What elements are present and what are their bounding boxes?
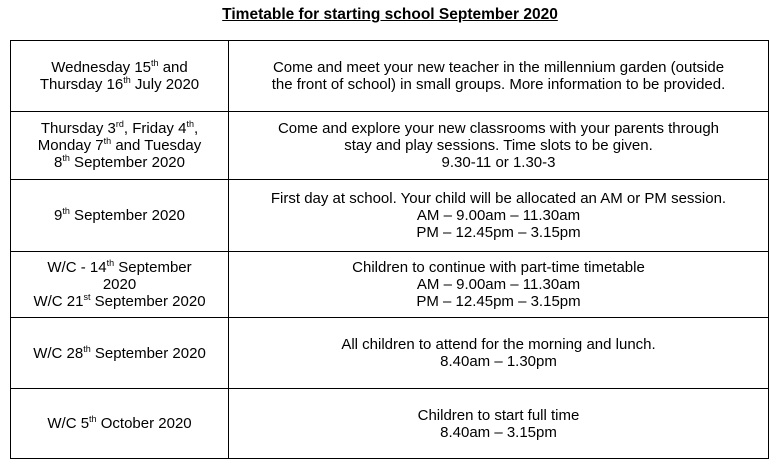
date-line: Thursday 3rd, Friday 4th, [40,119,199,137]
description-cell [229,318,769,389]
description-cell [229,41,769,112]
timetable-table [10,40,769,459]
date-line: Monday 7th and Tuesday [37,136,202,154]
description-line: 8.40am – 1.30pm [440,353,557,370]
date-line: W/C - 14th September [47,258,192,276]
table-row [11,318,769,389]
description-line: Children to start full time [417,406,580,424]
description-cell [229,252,769,318]
description-line: the front of school) in small groups. More information to be provided. [271,76,726,93]
table-row [11,389,769,459]
table-row [11,180,769,252]
description-line: stay and play sessions. Time slots to be given. [344,137,653,154]
date-line: W/C 28th September 2020 [33,343,206,362]
date-cell [11,41,229,112]
description-line: 9.30-11 or 1.30-3 [441,154,556,171]
description-line: AM – 9.00am – 11.30am [416,207,581,224]
description-line: Children to continue with part-time timetable [352,259,645,276]
date-cell [11,180,229,252]
description-cell [229,112,769,180]
description-line: Come and explore your new classrooms with your parents through [277,120,720,137]
date-line: 9th September 2020 [54,206,185,224]
description-cell [229,389,769,459]
description-line: All children to attend for the morning and lunch. [341,336,656,353]
date-cell [11,318,229,389]
description-line: 8.40am – 3.15pm [440,423,557,441]
description-line: AM – 9.00am – 11.30am [416,276,581,293]
document-title: Timetable for starting school September 2020 [222,6,558,23]
table-row [11,112,769,180]
date-line: 8th September 2020 [54,153,185,171]
date-line: Thursday 16th July 2020 [39,75,200,93]
description-cell [229,180,769,252]
description-line: PM – 12.45pm – 3.15pm [416,224,581,241]
date-cell [11,112,229,180]
date-line: 2020 [102,276,137,293]
table-row [11,41,769,112]
description-line: Come and meet your new teacher in the millennium garden (outside [272,59,725,76]
date-cell [11,389,229,459]
date-line: W/C 5th October 2020 [47,414,192,432]
description-line: First day at school. Your child will be allocated an AM or PM session. [270,190,727,207]
description-line: PM – 12.45pm – 3.15pm [416,293,581,310]
table-row [11,252,769,318]
date-line: W/C 21st September 2020 [33,292,206,310]
date-line: Wednesday 15th and [51,58,188,76]
date-cell [11,252,229,318]
